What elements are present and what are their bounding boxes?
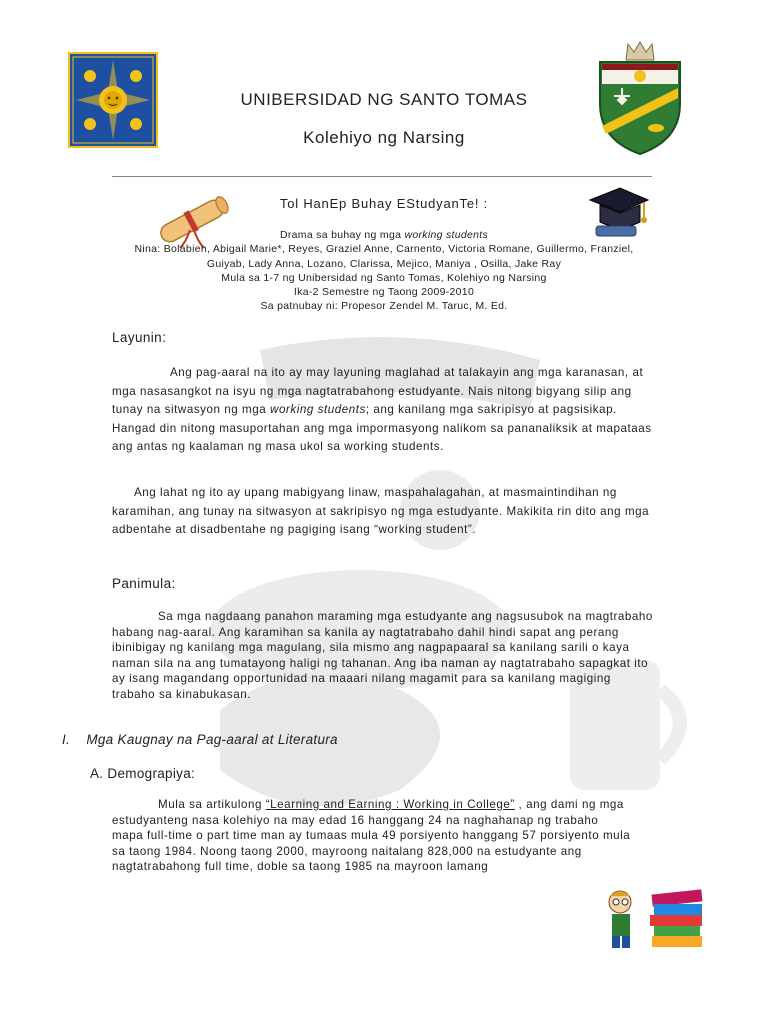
panimula-heading: Panimula: <box>112 576 176 591</box>
semester-line: Ika-2 Semestre ng Taong 2009-2010 <box>293 286 475 299</box>
section-a-heading: A. Demograpiya: <box>90 766 196 781</box>
adviser-line: Sa patnubay ni: Propesor Zendel M. Taruc, M. Ed. <box>260 300 508 313</box>
layunin-paragraph-2: Ang lahat ng ito ay upang mabigyang linaw, maspahalagahan, at masmaintindihan ng karamihan, ang tunay na sitwasyon at sakripisyo ng mga estudyante. Makikita rin dito ang mga adbentahe at disadbentahe ng pagiging isang “working student”. <box>112 486 650 536</box>
layunin-paragraph-1: Ang pag-aaral na ito ay may layuning maglahad at talakayin ang mga karanasan, at mga nasasangkot na isyu ng mga nagtatrabahong estudyante. Nais nitong bigyang silip ang tunay na sitwasyon ng mga working students; ang kanilang mga sakripisyo at pagsisikap. Hangad din nitong masuportahan ang mga impormasyong nalikom sa pananaliksik at mapataas ang antas ng kaalaman ng masa ukol sa working students. <box>112 366 652 453</box>
layunin-heading: Layunin: <box>112 330 167 345</box>
demograpiya-paragraph: Mula sa artikulong “Learning and Earning : Working in College” , ang dami ng mga estudyanteng nasa kolehiyo na may edad 16 hanggang 24 na naghahanap ng trabaho mapa full-time o part time man ay tumaas mula 49 porsiyento hanggang 57 porsiyento mula sa taong 1984. Noong taong 2000, mayroong naitalang 828,000 na estudyante ang nagtatrabahong full time, doble sa taong 1985 na mayroon lamang <box>112 798 631 874</box>
drama-subtitle: Drama sa buhay ng mga working students <box>279 229 489 241</box>
document-title: Tol HanEp Buhay EStudyanTe! : <box>279 196 489 211</box>
header-divider <box>112 176 652 177</box>
panimula-paragraph: Sa mga nagdaang panahon maraming mga estudyante ang nagsusubok na magtrabaho habang nag-aaral. Ang karamihan sa kanila ay nagtatrabaho dahil hindi sapat ang perang ibinibigay ng kanilang mga magulang, sila mismo ang nagpapaaral sa kanilang sarili o kaya naman sila na ang tumatayong haligi ng tahanan. Ang iba naman ay nagtatrabaho sapagkat ito ay isang magandang opportunidad na maaari nilang magamit para sa kanilang magiging trabaho sa kinabukasan. <box>112 610 653 701</box>
university-name: UNIBERSIDAD NG SANTO TOMAS <box>240 90 528 109</box>
section-line: Mula sa 1-7 ng Unibersidad ng Santo Tomas, Kolehiyo ng Narsing <box>221 271 547 284</box>
college-name: Kolehiyo ng Narsing <box>303 128 465 147</box>
student-with-books-icon <box>604 884 708 950</box>
section-i-heading: I. Mga Kaugnay na Pag-aaral at Literatura <box>62 732 338 747</box>
authors-line-2: Guiyab, Lady Anna, Lozano, Clarissa, Mejico, Maniya , Osilla, Jake Ray <box>206 257 562 270</box>
document-info <box>100 228 668 314</box>
authors-line-1: Nina: Bolabien, Abigail Marie*, Reyes, Graziel Anne, Carnento, Victoria Romane, Guillermo, Franziel, <box>134 243 634 256</box>
article-title-link: “Learning and Earning : Working in College” <box>265 798 515 811</box>
